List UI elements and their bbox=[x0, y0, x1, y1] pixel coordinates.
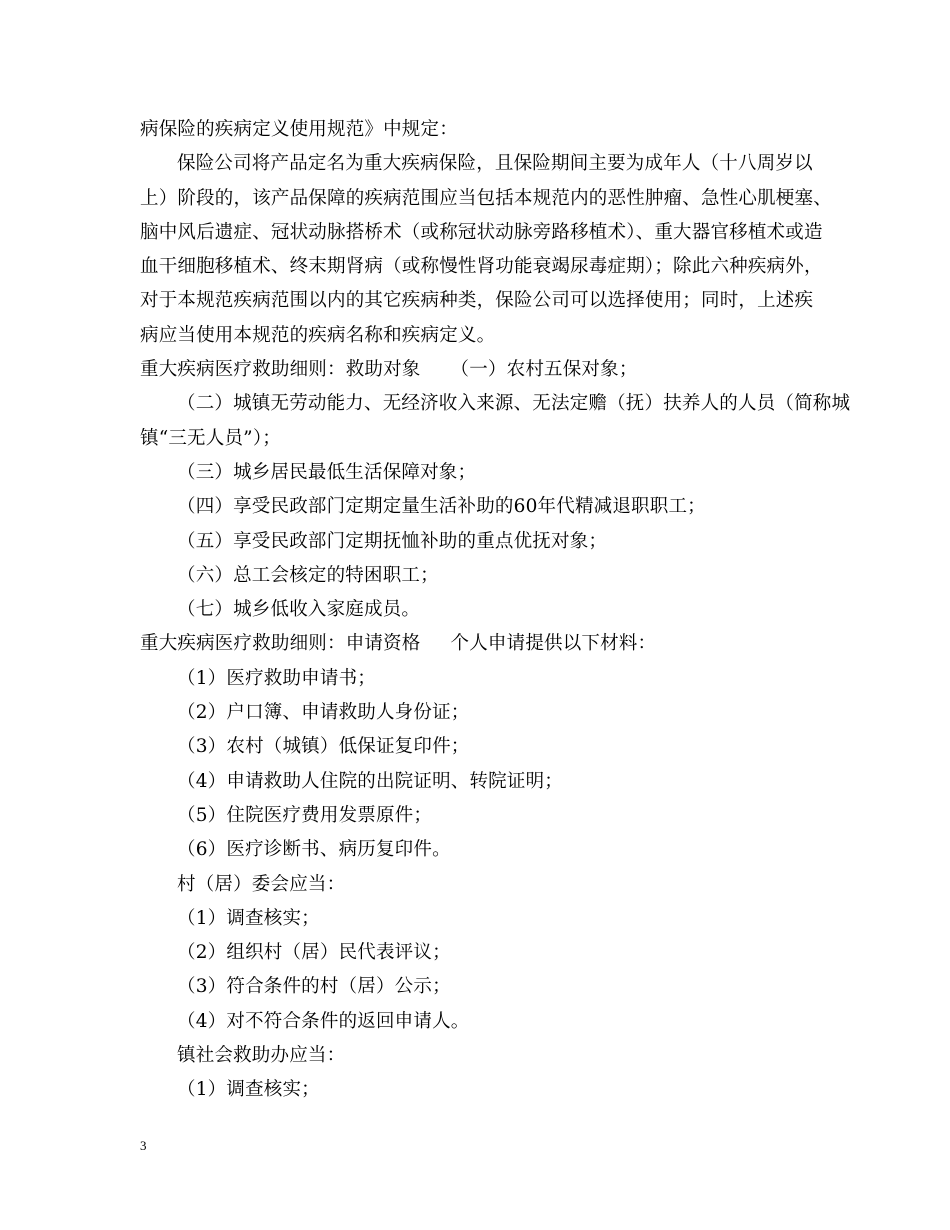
paragraph-line: 血干细胞移植术、终末期肾病（或称慢性肾功能衰竭尿毒症期）；除此六种疾病外， bbox=[140, 256, 823, 278]
paragraph-line: 脑中风后遗症、冠状动脉搭桥术（或称冠状动脉旁路移植术）、重大器官移植术或造 bbox=[140, 221, 823, 243]
list-item: （2）户口簿、申请救助人身份证； bbox=[177, 702, 470, 724]
section-heading-qualification bbox=[140, 627, 820, 661]
list-item: （1）调查核实； bbox=[177, 907, 320, 929]
list-item: （2）组织村（居）民代表评议； bbox=[177, 942, 451, 964]
paragraph-line: 病应当使用本规范的疾病名称和疾病定义。 bbox=[140, 324, 496, 346]
section-heading-item: （一）农村五保对象； bbox=[450, 359, 638, 381]
list-item: （4）对不符合条件的返回申请人。 bbox=[177, 1010, 470, 1032]
list-item: （1）医疗救助申请书； bbox=[177, 667, 376, 689]
list-item: （三）城乡居民最低生活保障对象； bbox=[177, 461, 477, 483]
page-number: 3 bbox=[140, 1138, 147, 1153]
list-item: （二）城镇无劳动能力、无经济收入来源、无法定赡（抚）扶养人的人员（简称城 bbox=[177, 393, 851, 415]
paragraph-line: 对于本规范疾病范围以内的其它疾病种类，保险公司可以选择使用；同时，上述疾 bbox=[140, 290, 814, 312]
list-item: （3）符合条件的村（居）公示； bbox=[177, 976, 451, 998]
list-item: （1）调查核实； bbox=[177, 1079, 320, 1101]
section-heading-object bbox=[140, 353, 820, 387]
list-item: （五）享受民政部门定期抚恤补助的重点优抚对象； bbox=[177, 530, 608, 552]
subsection-heading: 镇社会救助办应当： bbox=[177, 1045, 346, 1067]
list-item: （4）申请救助人住院的出院证明、转院证明； bbox=[177, 770, 563, 792]
subsection-heading: 村（居）委会应当： bbox=[177, 873, 346, 895]
paragraph-line: 保险公司将产品定名为重大疾病保险，且保险期间主要为成年人（十八周岁以 bbox=[177, 153, 813, 175]
list-item: （四）享受民政部门定期定量生活补助的60年代精减退职职工； bbox=[177, 496, 706, 518]
section-heading-text: 重大疾病医疗救助细则：救助对象 bbox=[140, 359, 421, 381]
paragraph-line: 上）阶段的，该产品保障的疾病范围应当包括本规范内的恶性肿瘤、急性心肌梗塞、 bbox=[140, 187, 832, 209]
list-item: （5）住院医疗费用发票原件； bbox=[177, 804, 433, 826]
section-heading-text: 重大疾病医疗救助细则：申请资格 bbox=[140, 633, 421, 655]
section-heading-item: 个人申请提供以下材料： bbox=[450, 633, 657, 655]
list-item-continuation: 镇“三无人员”）； bbox=[140, 427, 281, 449]
paragraph-line: 病保险的疾病定义使用规范》中规定： bbox=[140, 119, 458, 140]
list-item: （六）总工会核定的特困职工； bbox=[177, 564, 439, 586]
list-item: （3）农村（城镇）低保证复印件； bbox=[177, 736, 470, 758]
document-body bbox=[140, 113, 851, 1108]
list-item: （6）医疗诊断书、病历复印件。 bbox=[177, 839, 451, 861]
list-item: （七）城乡低收入家庭成员。 bbox=[177, 599, 421, 621]
